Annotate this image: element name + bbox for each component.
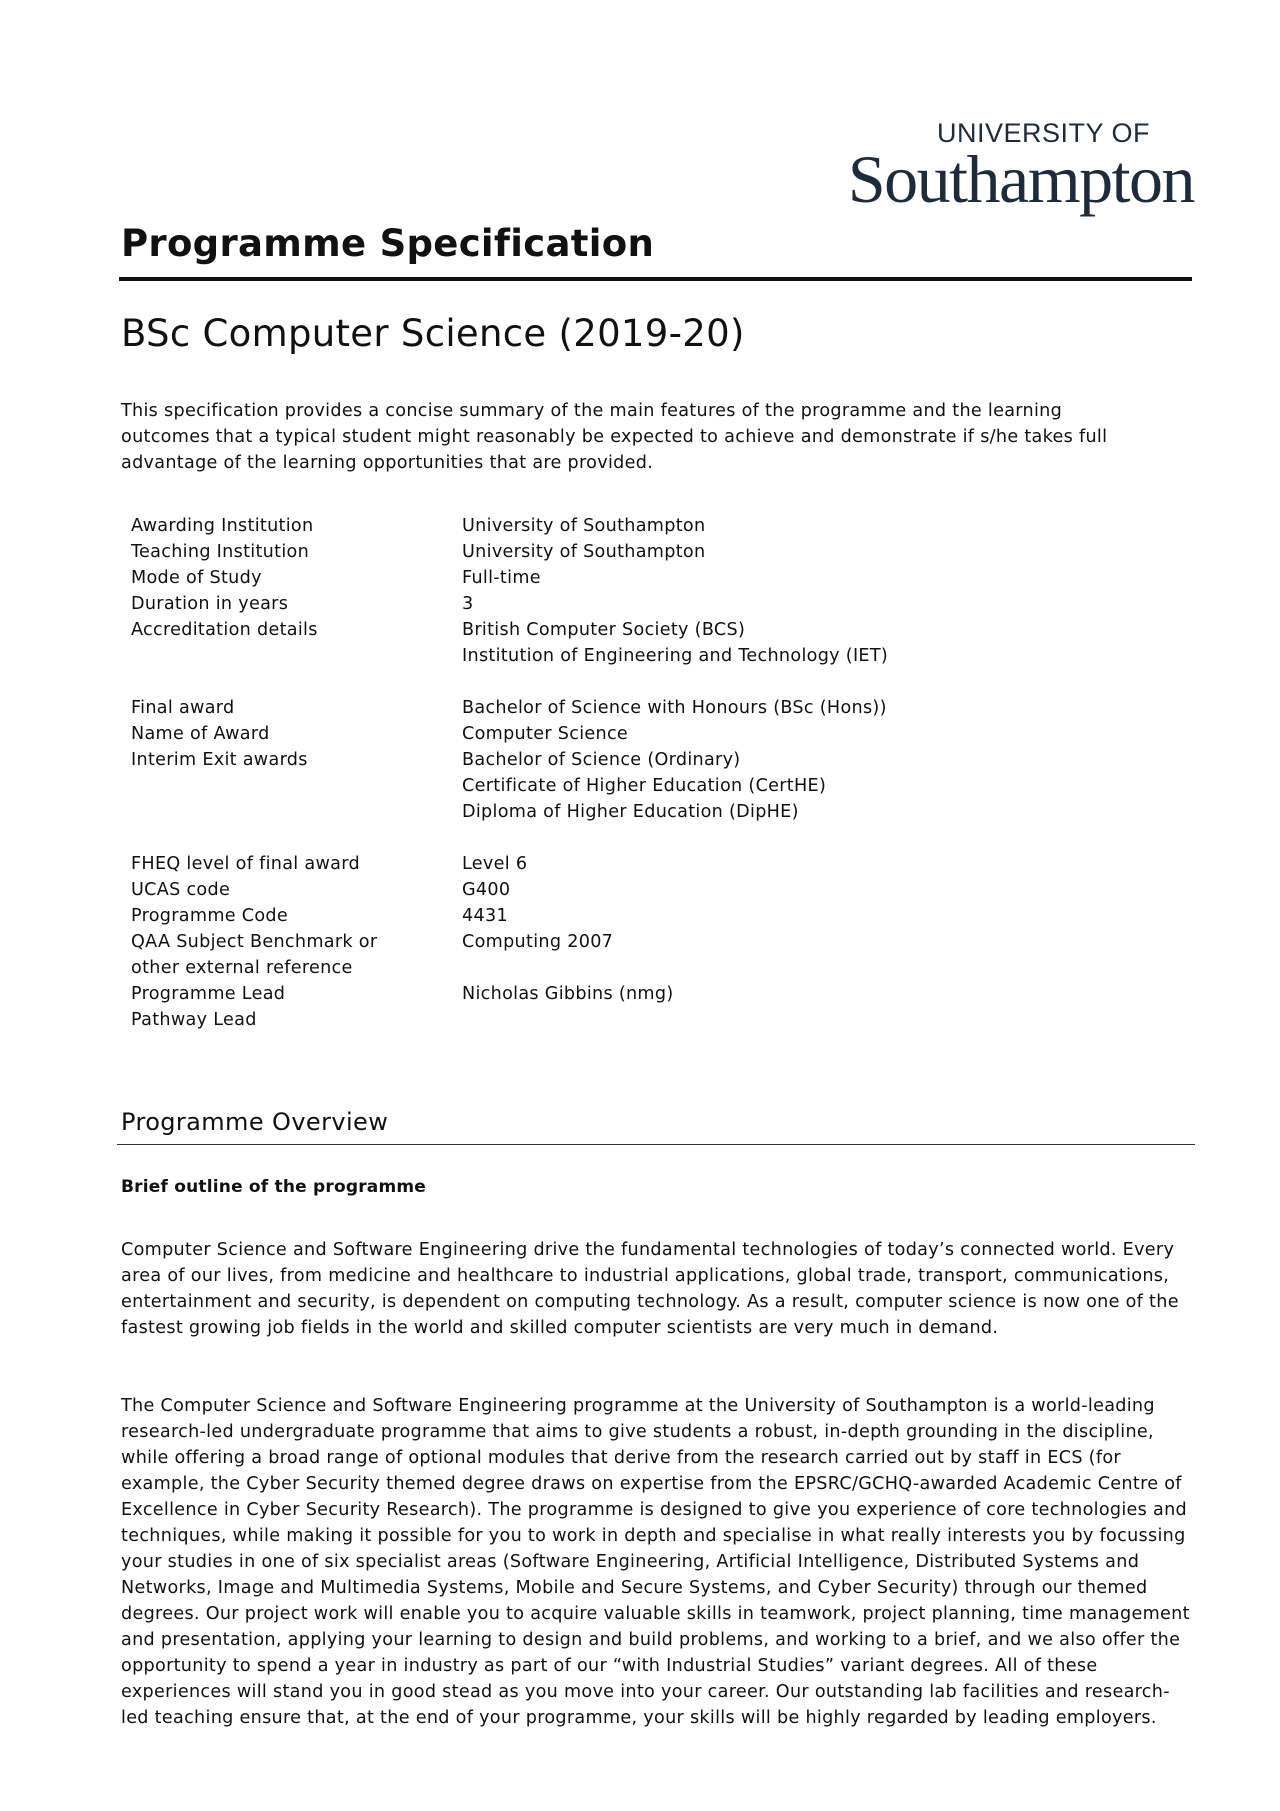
programme-title: BSc Computer Science (2019-20) [121,312,745,355]
overview-paragraph: Computer Science and Software Engineering drive the fundamental technologies of today’s connected world. Every area of our lives, from medicine and healthcare to industrial applications, global trade, transport, communications, entertainment and security, is dependent on computing technology. As a result, computer science is now one of the fastest growing job fields in the world and skilled computer scientists are very much in demand. [121,1240,1179,1338]
details-group-institution [131,513,1031,669]
detail-value: G400 [462,880,511,900]
detail-label: Interim Exit awards [131,750,308,770]
detail-label: Name of Award [131,724,270,744]
detail-value: Nicholas Gibbins (nmg) [462,984,674,1004]
detail-value [462,1007,1031,1033]
detail-label: Accreditation details [131,620,318,640]
detail-row [131,539,1031,565]
detail-label: Awarding Institution [131,516,314,536]
detail-row [131,747,1031,825]
detail-label: Pathway Lead [131,1010,257,1030]
detail-row [131,851,1031,877]
detail-row [131,591,1031,617]
detail-value: Bachelor of Science with Honours (BSc (Hons)) [462,698,887,718]
detail-row [131,929,1031,981]
details-group-codes [131,851,1031,1033]
detail-value: British Computer Society (BCS) Institution of Engineering and Technology (IET) [462,620,889,666]
university-logo [774,118,1194,217]
overview-paragraph: The Computer Science and Software Engineering programme at the University of Southampton is a world-leading research-led undergraduate programme that aims to give students a robust, in-depth grounding in the discipline, while offering a broad range of optional modules that derive from the research carried out by staff in ECS (for example, the Cyber Security themed degree draws on expertise from the EPSRC/GCHQ-awarded Academic Centre of Excellence in Cyber Security Research). The programme is designed to give you experience of core technologies and techniques, while making it possible for you to work in depth and specialise in what really interests you by focussing your studies in one of six specialist areas (Software Engineering, Artificial Intelligence, Distributed Systems and Networks, Image and Multimedia Systems, Mobile and Secure Systems, and Cyber Security) through our themed degrees. Our project work will enable you to acquire valuable skills in teamwork, project planning, time management and presentation, applying your learning to design and build problems, and working to a brief, and we also offer the opportunity to spend a year in industry as part of our “with Industrial Studies” variant degrees. All of these experiences will stand you in good stead as you move into your career. Our outstanding lab facilities and research-led teaching ensure that, at the end of your programme, your skills will be highly regarded by leading employers. [121,1396,1190,1728]
intro-paragraph: This specification provides a concise summary of the main features of the programme and the learning outcomes that a typical student might reasonably be expected to achieve and demonstrate if s/he takes full advantage of the learning opportunities that are provided. [121,401,1108,473]
section-divider [117,1144,1195,1145]
detail-label: Duration in years [131,594,289,614]
detail-value: 3 [462,594,474,614]
details-group-award [131,695,1031,825]
subheading-brief-outline: Brief outline of the programme [121,1177,427,1197]
detail-row [131,565,1031,591]
document-title: Programme Specification [121,222,655,265]
detail-value: Level 6 [462,854,528,874]
detail-row [131,721,1031,747]
detail-value: 4431 [462,906,508,926]
detail-value: University of Southampton [462,542,706,562]
detail-label: Programme Code [131,906,289,926]
detail-row [131,695,1031,721]
detail-row [131,981,1031,1007]
section-heading-overview: Programme Overview [121,1108,389,1136]
detail-row [131,903,1031,929]
detail-row [131,877,1031,903]
detail-label: UCAS code [131,880,231,900]
detail-row [131,617,1031,669]
detail-label: FHEQ level of final award [131,854,360,874]
logo-university-of: UNIVERSITY OF [936,118,1150,148]
detail-label: QAA Subject Benchmark or other external reference [131,932,378,978]
detail-label: Mode of Study [131,568,262,588]
detail-value: Computer Science [462,724,629,744]
detail-label: Programme Lead [131,984,286,1004]
programme-details [131,513,1031,1059]
detail-row [131,513,1031,539]
detail-label: Teaching Institution [131,542,310,562]
detail-label: Final award [131,698,235,718]
detail-row [131,1007,1031,1033]
detail-value: Computing 2007 [462,932,614,952]
detail-value: Bachelor of Science (Ordinary) Certificate of Higher Education (CertHE) Diploma of Higher Education (DipHE) [462,750,827,822]
title-divider [119,277,1192,281]
detail-value: University of Southampton [462,516,706,536]
logo-southampton: Southampton [847,141,1194,217]
detail-value: Full-time [462,568,541,588]
